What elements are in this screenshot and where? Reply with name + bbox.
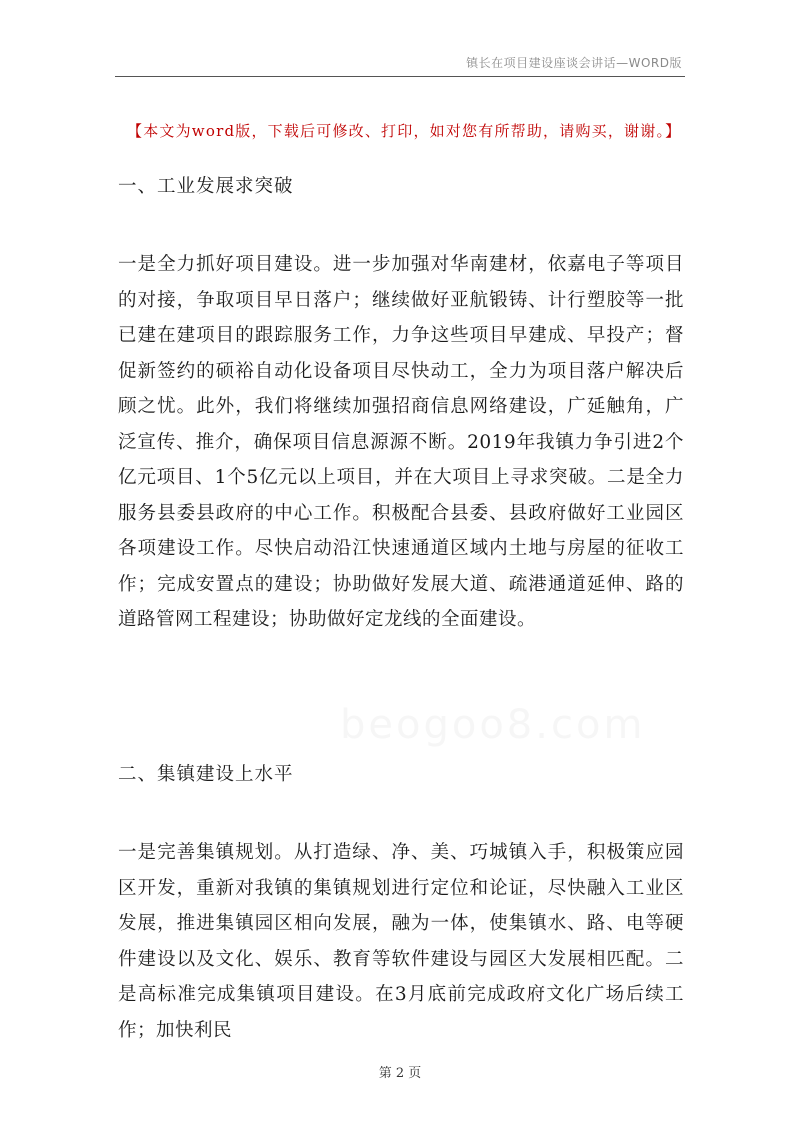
section-paragraph-1: 一是全力抓好项目建设。进一步加强对华南建材，依嘉电子等项目的对接，争取项目早日落户；继续做好亚航锻铸、计行塑胶等一批已建在建项目的跟踪服务工作，力争这些项目早建成、早投产；督促新签约的硕裕自动化设备项目尽快动工，全力为项目落户解决后顾之忧。此外，我们将继续加强招商信息网络建设，广延触角，广泛宣传、推介，确保项目信息源源不断。2019年我镇力争引进2个亿元项目、1个5亿元以上项目，并在大项目上寻求突破。二是全力服务县委县政府的中心工作。积极配合县委、县政府做好工业园区各项建设工作。尽快启动沿江快速通道区域内土地与房屋的征收工作；完成安置点的建设；协助做好发展大道、疏港通道延伸、路的道路管网工程建设；协助做好定龙线的全面建设。	[118, 254, 684, 630]
section-heading-2: 二、集镇建设上水平	[118, 764, 294, 785]
section-heading-1: 一、工业发展求突破	[118, 176, 294, 197]
running-header: 镇长在项目建设座谈会讲话—WORD版	[466, 56, 682, 70]
watermark-text: beogoo8.com	[340, 702, 646, 748]
section-paragraph-2: 一是完善集镇规划。从打造绿、净、美、巧城镇入手，积极策应园区开发，重新对我镇的集镇规划进行定位和论证，尽快融入工业区发展，推进集镇园区相向发展，融为一体，使集镇水、路、电等硬件建设以及文化、娱乐、教育等软件建设与园区大发展相匹配。二是高标准完成集镇项目建设。在3月底前完成政府文化广场后续工作；加快利民	[118, 842, 684, 1041]
header-divider	[115, 76, 685, 77]
page-number: 第 2 页	[378, 1066, 422, 1081]
download-notice: 【本文为word版，下载后可修改、打印，如对您有所帮助，请购买，谢谢。】	[127, 122, 682, 140]
